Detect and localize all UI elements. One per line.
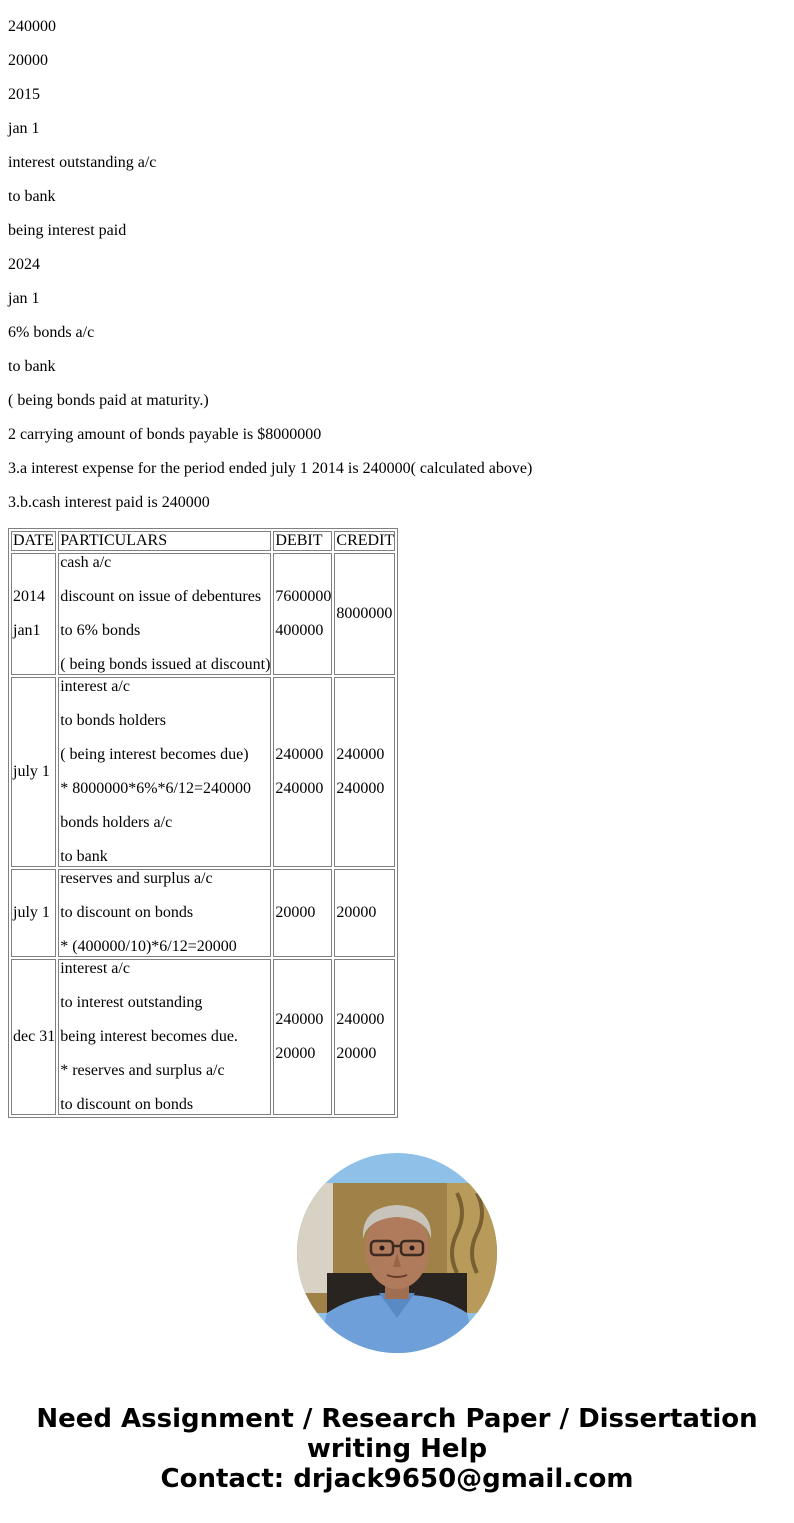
cell-particulars xyxy=(58,553,271,675)
cell-line: 240000 xyxy=(336,780,385,797)
cell-date xyxy=(11,677,56,867)
cell-line: cash a/c xyxy=(60,554,112,571)
promo-line-1: Need Assignment / Research Paper / Dissertation xyxy=(36,1404,758,1434)
promo-contact: Contact: drjack9650@gmail.com xyxy=(160,1464,634,1494)
cell-line: 8000000 xyxy=(336,605,393,622)
doc-line: to bank xyxy=(8,358,56,375)
cell-line: 20000 xyxy=(275,904,316,921)
cell-debit xyxy=(273,959,332,1115)
journal-header-row xyxy=(11,531,395,551)
cell-line: 240000 xyxy=(275,1011,324,1028)
cell-line: bonds holders a/c xyxy=(60,814,173,831)
doc-line: interest outstanding a/c xyxy=(8,154,157,171)
cell-line: 20000 xyxy=(275,1045,316,1062)
cell-debit xyxy=(273,869,332,957)
cell-line: july 1 xyxy=(13,763,50,780)
cell-credit xyxy=(334,553,395,675)
cell-particulars xyxy=(58,677,271,867)
cell-line: 240000 xyxy=(275,780,324,797)
cell-debit xyxy=(273,677,332,867)
person-portrait-icon xyxy=(297,1153,497,1353)
avatar-svg xyxy=(297,1153,497,1353)
journal-row xyxy=(11,869,395,957)
cell-particulars xyxy=(58,869,271,957)
cell-debit xyxy=(273,553,332,675)
cell-line: july 1 xyxy=(13,904,50,921)
cell-line: jan1 xyxy=(13,622,41,639)
cell-line: * 8000000*6%*6/12=240000 xyxy=(60,780,251,797)
cell-date xyxy=(11,959,56,1115)
promo-banner xyxy=(0,1122,794,1523)
cell-line: dec 31 xyxy=(13,1028,56,1045)
doc-line: 2015 xyxy=(8,86,40,103)
cell-line: to bonds holders xyxy=(60,712,166,729)
cell-credit xyxy=(334,677,395,867)
header-debit: DEBIT xyxy=(273,531,332,551)
doc-line: being interest paid xyxy=(8,222,127,239)
doc-line: ( being bonds paid at maturity.) xyxy=(8,392,209,409)
cell-line: to discount on bonds xyxy=(60,904,194,921)
cell-line: interest a/c xyxy=(60,678,130,695)
cell-line: being interest becomes due. xyxy=(60,1028,238,1045)
cell-line: interest a/c xyxy=(60,960,130,977)
document-lines xyxy=(0,0,794,512)
cell-line: to 6% bonds xyxy=(60,622,141,639)
cell-line: to interest outstanding xyxy=(60,994,203,1011)
doc-line: 240000 xyxy=(8,18,56,35)
cell-line: to discount on bonds xyxy=(60,1096,194,1113)
cell-credit xyxy=(334,869,395,957)
doc-line: 3.a interest expense for the period ended july 1 2014 is 240000( calculated above) xyxy=(8,460,533,477)
cell-line: 240000 xyxy=(275,746,324,763)
doc-line: 2 carrying amount of bonds payable is $8000000 xyxy=(8,426,322,443)
cell-credit xyxy=(334,959,395,1115)
cell-line: 2014 xyxy=(13,588,45,605)
cell-line: * reserves and surplus a/c xyxy=(60,1062,225,1079)
cell-date xyxy=(11,869,56,957)
cell-line: 7600000 xyxy=(275,588,332,605)
promo-line-2: writing Help xyxy=(306,1434,488,1464)
doc-line: 20000 xyxy=(8,52,48,69)
cell-line: 20000 xyxy=(336,1045,377,1062)
promo-text xyxy=(0,1404,794,1494)
doc-line: to bank xyxy=(8,188,56,205)
journal-row xyxy=(11,959,395,1115)
cell-line: * (400000/10)*6/12=20000 xyxy=(60,938,237,955)
cell-date xyxy=(11,553,56,675)
doc-line: jan 1 xyxy=(8,290,40,307)
cell-line: 400000 xyxy=(275,622,324,639)
cell-line: 240000 xyxy=(336,746,385,763)
cell-line: reserves and surplus a/c xyxy=(60,870,213,887)
doc-line: jan 1 xyxy=(8,120,40,137)
cell-line: 240000 xyxy=(336,1011,385,1028)
doc-line: 3.b.cash interest paid is 240000 xyxy=(8,494,210,511)
doc-line: 2024 xyxy=(8,256,40,273)
cell-line: to bank xyxy=(60,848,108,865)
journal-row xyxy=(11,677,395,867)
cell-line: discount on issue of debentures xyxy=(60,588,262,605)
header-credit: CREDIT xyxy=(336,532,395,549)
cell-line: ( being interest becomes due) xyxy=(60,746,249,763)
cell-line: ( being bonds issued at discount) xyxy=(60,656,271,673)
cell-particulars xyxy=(58,959,271,1115)
header-date: DATE xyxy=(11,531,56,551)
header-particulars: PARTICULARS xyxy=(58,531,271,551)
journal-table xyxy=(8,528,398,1118)
journal-row xyxy=(11,553,395,675)
doc-line: 6% bonds a/c xyxy=(8,324,95,341)
cell-line: 20000 xyxy=(336,904,377,921)
